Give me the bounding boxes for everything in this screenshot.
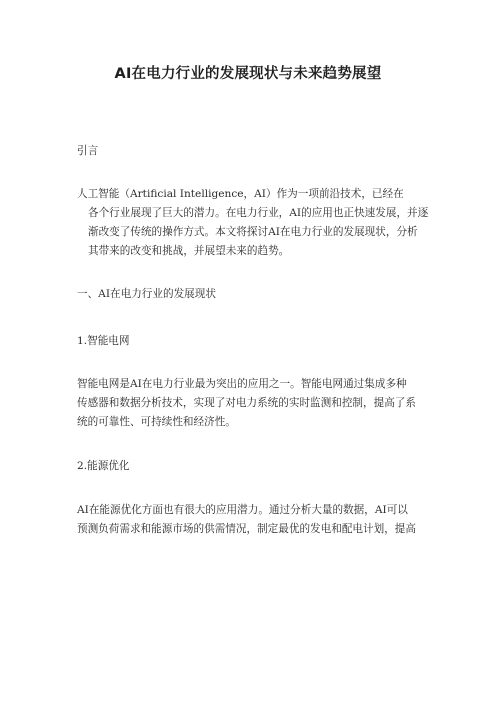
paragraph-line: 人工智能（Artificial Intelligence，AI）作为一项前沿技术，已经在	[77, 188, 404, 200]
paragraph-line: 预测负荷需求和能源市场的供需情况，制定最优的发电和配电计划，提高	[77, 523, 416, 535]
paragraph-line: 各个行业展现了巨大的潜力。在电力行业，AI的应用也正快速发展，并逐	[88, 207, 429, 219]
document-title: AI在电力行业的发展现状与未来趋势展望	[114, 66, 382, 82]
paragraph-line: 智能电网是AI在电力行业最为突出的应用之一。智能电网通过集成多种	[77, 378, 407, 390]
paragraph-line: 渐改变了传统的操作方式。本文将探讨AI在电力行业的发展现状，分析	[88, 226, 418, 238]
paragraph-line: 统的可靠性、可持续性和经济性。	[77, 416, 236, 428]
subsection-heading: 2.能源优化	[77, 460, 130, 472]
section-heading-intro: 引言	[77, 145, 99, 157]
paragraph-line: 传感器和数据分析技术，实现了对电力系统的实时监测和控制，提高了系	[77, 397, 416, 409]
paragraph-line: AI在能源优化方面也有很大的应用潜力。通过分析大量的数据，AI可以	[77, 504, 408, 516]
section-heading: 一、AI在电力行业的发展现状	[77, 288, 216, 300]
subsection-heading: 1.智能电网	[77, 335, 130, 347]
paragraph-line: 其带来的改变和挑战，并展望未来的趋势。	[88, 245, 290, 257]
